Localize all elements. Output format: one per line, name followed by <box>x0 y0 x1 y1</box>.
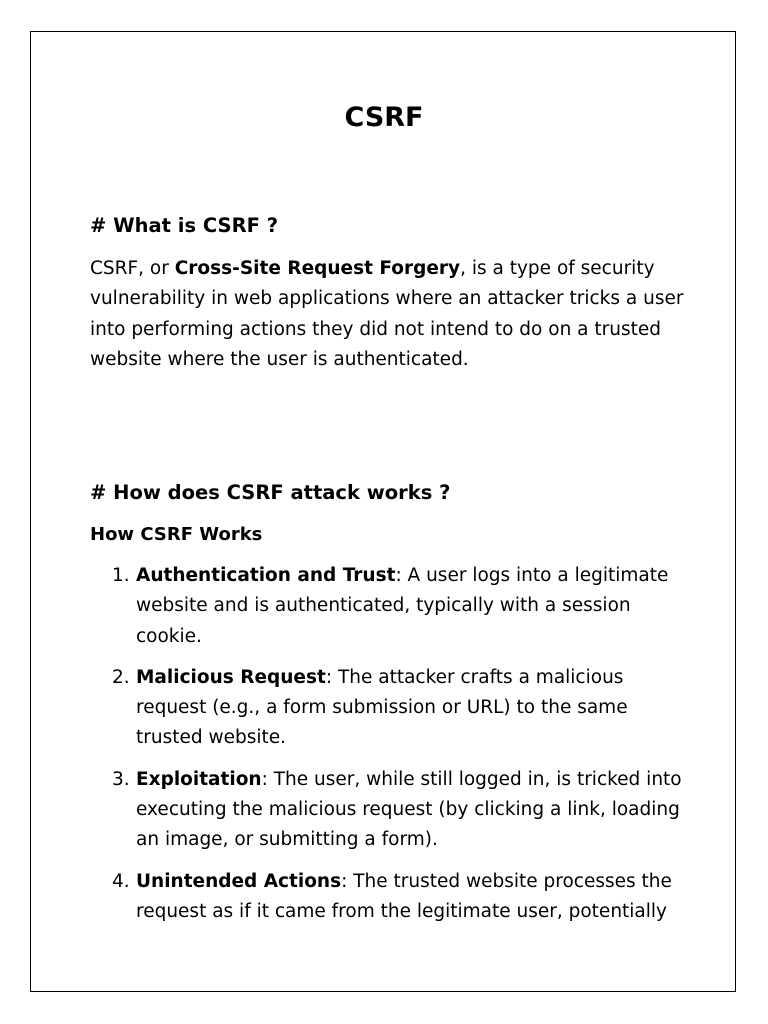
subheading-how-csrf-works: How CSRF Works <box>90 524 263 545</box>
list-item-text: : The trusted website processes the request as if it came from the legitimate user, potentially <box>136 870 672 922</box>
section-heading-what-is-csrf: # What is CSRF ? <box>90 214 279 237</box>
list-item <box>90 867 690 928</box>
section-heading-how-csrf-works: # How does CSRF attack works ? <box>90 481 451 504</box>
list-item <box>90 663 690 754</box>
definition-term: Cross-Site Request Forgery <box>174 258 461 279</box>
list-item-number: 2. <box>112 666 130 688</box>
list-item-text: : A user logs into a legitimate website and is authenticated, typically with a session cookie. <box>136 565 669 647</box>
list-item <box>90 561 690 652</box>
list-item-number: 4. <box>112 870 130 892</box>
list-item-number: 1. <box>112 565 130 586</box>
list-item-text: : The user, while still logged in, is tricked into executing the malicious request (by clicking a link, loading an image, or submitting a form). <box>136 768 682 851</box>
list-item-title: Exploitation <box>136 768 262 790</box>
list-item-title: Authentication and Trust <box>136 565 396 586</box>
definition-prefix: CSRF, or <box>90 258 175 279</box>
list-item-text: : The attacker crafts a malicious request (e.g., a form submission or URL) to the same trusted website. <box>136 666 628 749</box>
csrf-steps-list <box>90 561 690 938</box>
list-item <box>90 765 690 856</box>
document-title: CSRF <box>344 102 424 133</box>
list-item-title: Unintended Actions <box>136 870 342 892</box>
csrf-definition-paragraph <box>90 254 690 375</box>
list-item-title: Malicious Request <box>136 666 326 688</box>
list-item-number: 3. <box>112 768 130 790</box>
definition-body: , is a type of security vulnerability in web applications where an attacker tricks a user into performing actions they did not intend to do on a trusted website where the user is authenticated. <box>90 258 684 370</box>
